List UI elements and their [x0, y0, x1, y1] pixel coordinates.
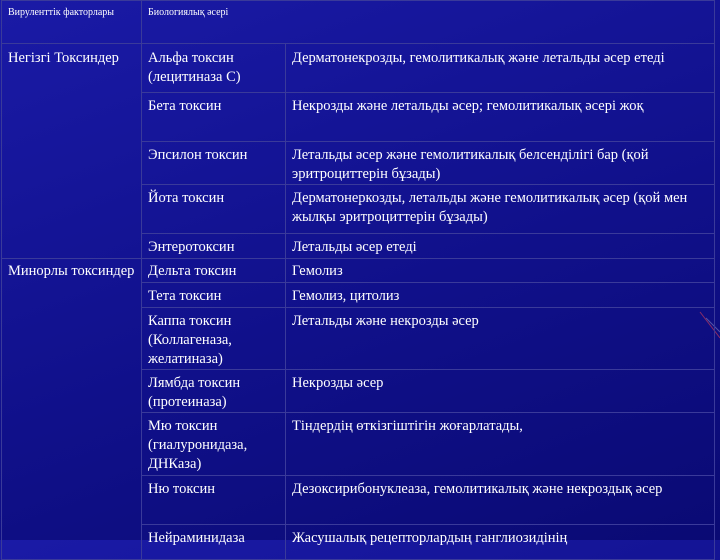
toxin-name: Эпсилон токсин: [142, 142, 286, 185]
table-header-row: [2, 1, 715, 44]
toxin-name: Тета токсин: [142, 283, 286, 308]
toxin-name: Бета токсин: [142, 93, 286, 142]
toxin-name: Дельта токсин: [142, 259, 286, 283]
toxin-effect: Некрозды әсер: [286, 370, 715, 413]
toxin-effect: Летальды әсер етеді: [286, 234, 715, 259]
toxin-name: Нейраминидаза: [142, 525, 286, 560]
toxin-effect: Дерматонекрозды, гемолитикалық және летальды әсер етеді: [286, 44, 715, 93]
toxin-effect: Дезоксирибонуклеаза, гемолитикалық және некроздық әсер: [286, 476, 715, 525]
toxin-name: Лямбда токсин (протеиназа): [142, 370, 286, 413]
toxin-effect: Жасушалық рецепторлардың ганглиозидінің: [286, 525, 715, 560]
toxin-name: Каппа токсин (Коллагеназа, желатиназа): [142, 308, 286, 370]
group-main: Негізгі Токсиндер: [2, 44, 142, 259]
toxin-name: Альфа токсин (лецитиназа С): [142, 44, 286, 93]
table-row: [2, 44, 715, 93]
toxin-effect: Гемолиз, цитолиз: [286, 283, 715, 308]
toxin-name: Ню токсин: [142, 476, 286, 525]
header-effect: Биологиялық әсері: [142, 1, 715, 44]
toxin-effect: Летальды және некрозды әсер: [286, 308, 715, 370]
toxin-effect: Тіндердің өткізгіштігін жоғарлатады,: [286, 413, 715, 476]
toxin-effect: Некрозды және летальды әсер; гемолитикалық әсері жоқ: [286, 93, 715, 142]
toxin-effect: Летальды әсер және гемолитикалық белсенділігі бар (қой эритроциттерін бұзады): [286, 142, 715, 185]
header-factors: Вируленттік факторлары: [2, 1, 142, 44]
group-minor: Минорлы токсиндер: [2, 259, 142, 560]
table-row: [2, 259, 715, 283]
toxin-name: Йота токсин: [142, 185, 286, 234]
toxin-name: Мю токсин (гиалуронидаза, ДНКаза): [142, 413, 286, 476]
toxin-table: [1, 0, 715, 560]
toxin-effect: Гемолиз: [286, 259, 715, 283]
toxin-name: Энтеротоксин: [142, 234, 286, 259]
toxin-effect: Дерматонеркозды, летальды және гемолитикалық әсер (қой мен жылқы эритроциттерін бұзады): [286, 185, 715, 234]
